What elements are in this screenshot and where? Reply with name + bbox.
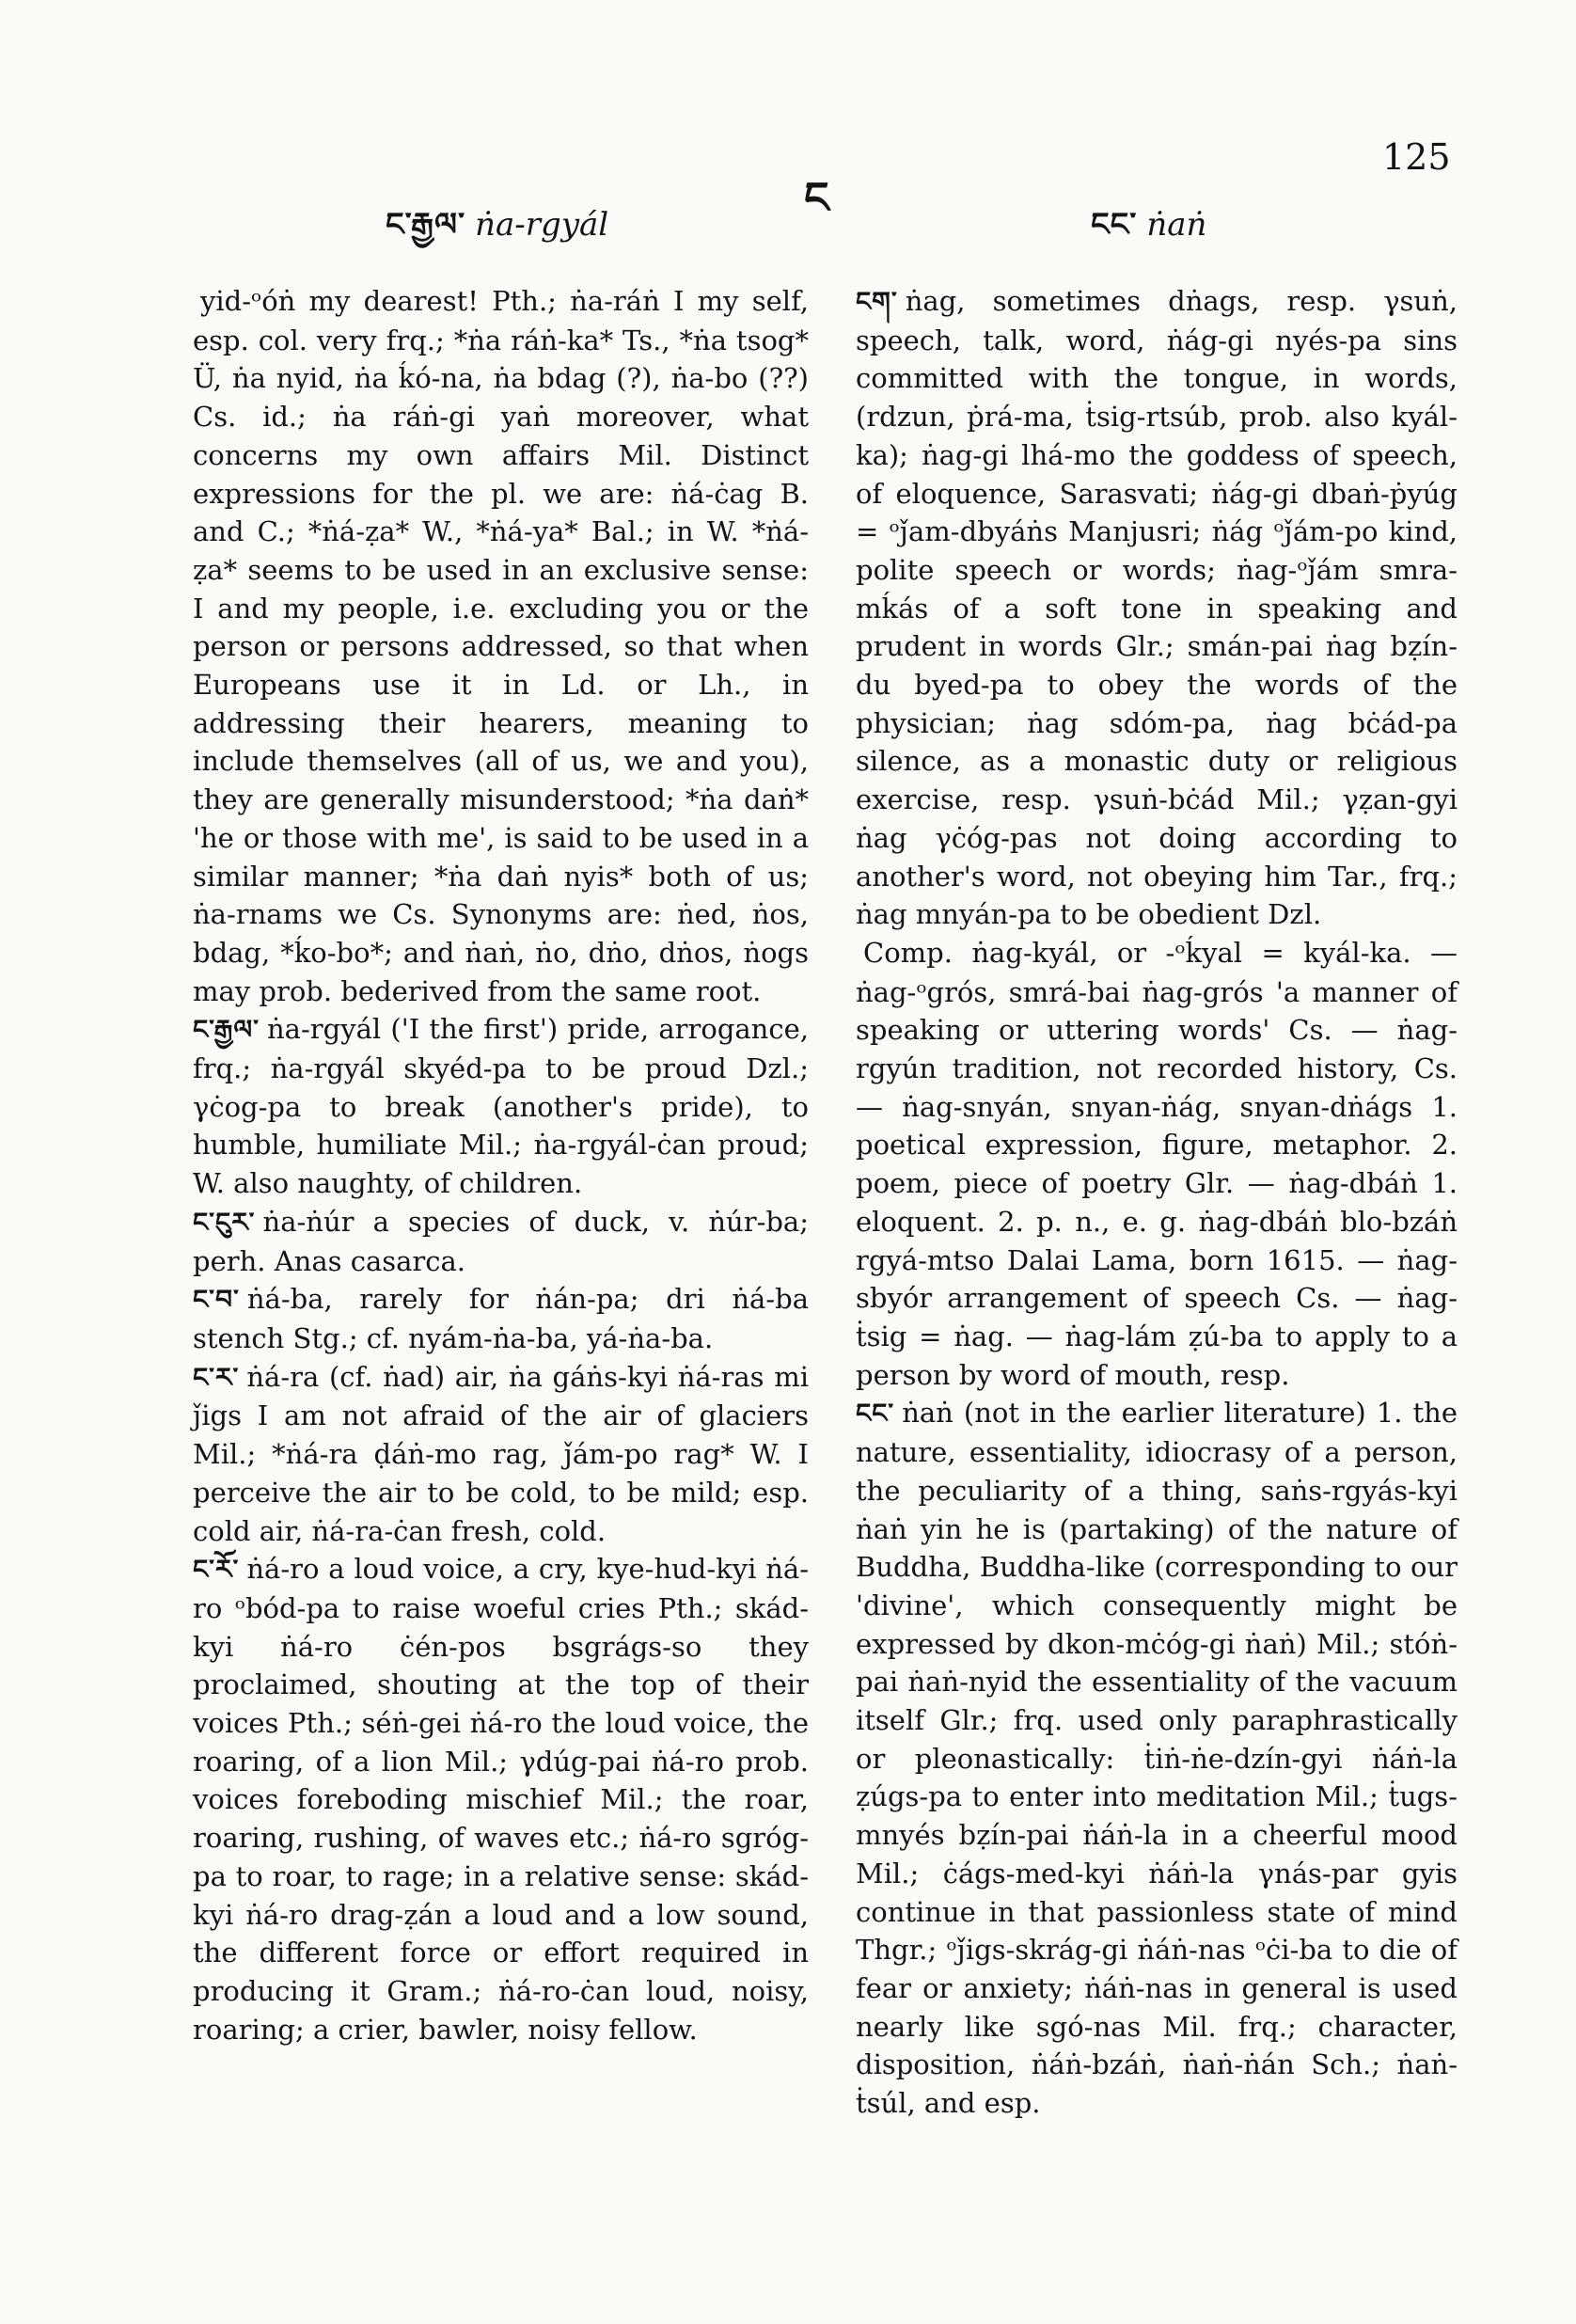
entry-headword: ང་ར་: [193, 1361, 240, 1393]
entry-text: ṅaṅ (not in the earlier literature) 1. the nature, essentiality, idiocrasy of a person, the peculiarity of a thing, saṅs-rgyás-kyi ṅaṅ yin he is (partaking) of the nature of Buddha, Buddha-like (corresponding to our 'divine', which consequently might be expressed by dkon-mċóg-gi ṅaṅ) Mil.; stóṅ-pai ṅaṅ-nyid the essentiality of the vacuum itself Glr.; frq. used only paraphrastically or pleonastically: ṫiṅ-ṅe-dzín-gyi ṅáṅ-la ẓúgs-pa to enter into meditation Mil.; ṫugs-mnyés bẓín-pai ṅáṅ-la in a cheerful mood Mil.; ċágs-med-kyi ṅáṅ-la γnás-par gyis continue in that passionless state of mind Thgr.; ᵒǰigs-skrág-gi ṅáṅ-nas ᵒċi-ba to die of fear or anxiety; ṅáṅ-nas in general is used nearly like sgó-nas Mil. frq.; character, disposition, ṅáṅ-bzáṅ, ṅaṅ-ṅán Sch.; ṅaṅ-ṫsúl, and esp.: [856, 1397, 1458, 2120]
entry-text: ṅá-ba, rarely for ṅán-pa; dri ṅá-ba stench Stg.; cf. nyám-ṅa-ba, yá-ṅa-ba.: [193, 1283, 809, 1354]
right-column: [856, 282, 1458, 2123]
running-head-right: [1091, 188, 1206, 278]
dictionary-entry: [193, 1550, 809, 2048]
entry-headword: ང་རོ་: [193, 1554, 240, 1586]
running-head-left-tibetan: ང་རྒྱལ་: [386, 206, 466, 244]
entry-text: ṅá-ro a loud voice, a cry, kye-hud-kyi ṅá-ro ᵒbód-pa to raise woeful cries Pth.; skád-kyi ṅá-ro ċén-pos bsgrágs-so they proclaimed, shouting at the top of their voices Pth.; séṅ-gei ṅá-ro the loud voice, the roaring, of a lion Mil.; γdúg-pai ṅá-ro prob. voices foreboding mischief Mil.; the roar, roaring, rushing, of waves etc.; ṅá-ro sgróg-pa to roar, to rage; in a relative sense: skád-kyi ṅá-ro drag-ẓán a loud and a low sound, the different force or effort required in producing it Gram.; ṅá-ro-ċan loud, noisy, roaring; a crier, bawler, noisy fellow.: [193, 1553, 809, 2046]
entry-text: ṅag, sometimes dṅags, resp. γsuṅ, speech, talk, word, ṅág-gi nyés-pa sins committed with the tongue, in words, (rdzun, ṗrá-ma, ṫsig-rtsúb, prob. also kyál-ka); ṅag-gi lhá-mo the goddess of speech, of eloquence, Sarasvati; ṅág-gi dbaṅ-ṗyúg = ᵒǰam-dbyáṅs Manjusri; ṅág ᵒǰám-po kind, polite speech or words; ṅag-ᵒǰám smra-mḱás of a soft tone in speaking and prudent in words Glr.; smán-pai ṅag bẓín-du byed-pa to obey the words of the physician; ṅag sdóm-pa, ṅag bċád-pa silence, as a monastic duty or religious exercise, resp. γsuṅ-bċád Mil.; γẓan-gyi ṅag γċóg-pas not doing according to another's word, not obeying him Tar., frq.; ṅag mnyán-pa to be obedient Dzl.: [856, 285, 1458, 931]
dictionary-entry: [193, 1203, 809, 1280]
dictionary-entry: [856, 282, 1458, 934]
dictionary-entry: [856, 1394, 1458, 2122]
left-column: [193, 282, 809, 2048]
entry-text: Comp. ṅag-kyál, or -ᵒḱyal = kyál-ka. — ṅag-ᵒgrós, smrá-bai ṅag-grós 'a manner of speaking or uttering words' Cs. — ṅag-rgyún tradition, not recorded history, Cs. — ṅag-snyán, snyan-ṅág, snyan-dṅágs 1. poetical expression, figure, metaphor. 2. poem, piece of poetry Glr. — ṅag-dbáṅ 1. eloquent. 2. p. n., e. g. ṅag-dbáṅ blo-bzáṅ rgyá-mtso Dalai Lama, born 1615. — ṅag-sbyór arrangement of speech Cs. — ṅag-ṫsig = ṅag. — ṅag-lám ẓú-ba to apply to a person by word of mouth, resp.: [856, 936, 1458, 1391]
dictionary-entry: [193, 1010, 809, 1203]
dictionary-entry: [856, 934, 1458, 1394]
entry-headword: ངང་: [856, 1398, 895, 1430]
entry-headword: ང་བ་: [193, 1284, 240, 1316]
entry-headword: ང་ངུར་: [193, 1206, 256, 1238]
dictionary-entry: [193, 1358, 809, 1551]
dictionary-entry: [193, 1280, 809, 1357]
entry-headword: ང་རྒྱལ་: [193, 1014, 260, 1046]
running-head-left: [386, 188, 608, 278]
entry-headword: ངག་: [856, 286, 898, 317]
running-head-left-translit: ṅa-rgyál: [475, 206, 609, 244]
section-letter: ང: [804, 172, 829, 223]
dictionary-entry: [193, 282, 809, 1010]
running-head-right-translit: ṅaṅ: [1146, 206, 1207, 244]
page-number: 125: [1382, 136, 1451, 178]
entry-text: yid-ᵒóṅ my dearest! Pth.; ṅa-ráṅ I my self, esp. col. very frq.; *ṅa ráṅ-ka* Ts., *ṅa tsog* Ü, ṅa nyid, ṅa ḱó-na, ṅa bdag (?), ṅa-bo (??) Cs. id.; ṅa ráṅ-gi yaṅ moreover, what concerns my own affairs Mil. Distinct expressions for the pl. we are: ṅá-ċag B. and C.; *ṅá-ẓa* W., *ṅá-ya* Bal.; in W. *ṅá-ẓa* seems to be used in an exclusive sense: I and my people, i.e. excluding you or the person or persons addressed, so that when Europeans use it in Ld. or Lh., in addressing their hearers, meaning to include themselves (all of us, we and you), they are generally misunderstood; *ṅa daṅ* 'he or those with me', is said to be used in a similar manner; *ṅa daṅ nyis* both of us; ṅa-rnams we Cs. Synonyms are: ṅed, ṅos, bdag, *ḱo-bo*; and ṅaṅ, ṅo, dṅo, dṅos, ṅogs may prob. bederived from the same root.: [193, 285, 809, 1007]
entry-text: ṅa-rgyál ('I the first') pride, arrogance, frq.; ṅa-rgyál skyéd-pa to be proud Dzl.; γċog-pa to break (another's pride), to humble, humiliate Mil.; ṅa-rgyál-ċan proud; W. also naughty, of children.: [193, 1013, 809, 1200]
entry-text: ṅá-ra (cf. ṅad) air, ṅa gáṅs-kyi ṅá-ras mi ǰigs I am not afraid of the air of glaciers Mil.; *ṅá-ra ḍáṅ-mo rag, ǰám-po rag* W. I perceive the air to be cold, to be mild; esp. cold air, ṅá-ra-ċan fresh, cold.: [193, 1360, 809, 1547]
running-head-right-tibetan: ངང་: [1091, 206, 1138, 244]
entry-text: ṅa-ṅúr a species of duck, v. ṅúr-ba; perh. Anas casarca.: [193, 1205, 809, 1277]
